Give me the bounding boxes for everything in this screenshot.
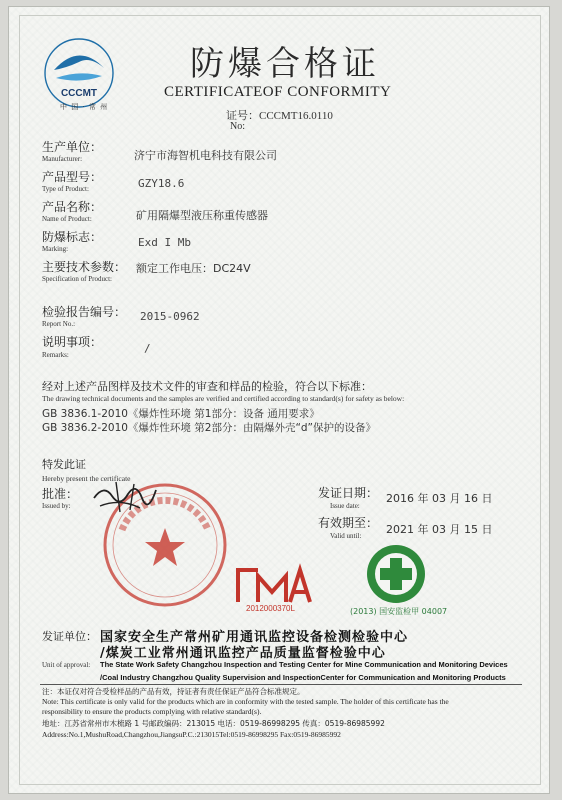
valid-until-value: 2021 年 03 月 15 日 <box>386 523 493 536</box>
valid-until-label: 有效期至： <box>318 516 379 530</box>
issue-date-value: 2016 年 03 月 16 日 <box>386 492 493 505</box>
signature-icon <box>90 476 160 516</box>
footer-divider <box>40 684 522 685</box>
marking-label-en: Marking: <box>42 245 69 253</box>
standard-2: GB 3836.2-2010《爆炸性环境 第2部分：由隔爆外壳“d”保护的设备》 <box>42 422 376 434</box>
unit-line2-cn: /煤炭工业常州通讯监控产品质量监督检验中心 <box>100 646 386 661</box>
remarks-value: / <box>144 342 151 355</box>
approve-label-en: Issued by: <box>42 502 71 510</box>
issue-date-label: 发证日期： <box>318 486 379 500</box>
verify-text-cn: 经对上述产品图样及技术文件的审查和样品的检验，符合以下标准： <box>42 380 372 393</box>
logo-text: CCCMT <box>60 88 98 99</box>
manufacturer-value: 济宁市海智机电科技有限公司 <box>134 149 277 162</box>
address-en: Address:No.1,MushuRoad,Changzhou,JiangsuP.C.:213015Tel:0519-86998295 Fax:0519-86985992 <box>42 730 341 739</box>
name-value: 矿用隔爆型液压称重传感器 <box>136 209 268 222</box>
approve-label: 批准： <box>42 487 79 501</box>
safety-mark-code: (2013) 国安监检甲 04007 <box>350 607 448 616</box>
logo-subtitle: 中 国 · 常 州 <box>60 103 109 111</box>
note-cn: 注：本证仅对符合受检样品的产品有效，持证者有责任保证产品符合标准规定。 <box>42 687 305 696</box>
present-text-cn: 特发此证 <box>42 458 86 471</box>
cma-mark-icon <box>232 562 316 610</box>
marking-value: Exd I Mb <box>138 236 191 249</box>
spec-value: 额定工作电压：DC24V <box>136 262 251 275</box>
cccmt-logo-icon <box>40 34 118 112</box>
verify-text-en: The drawing technical documents and the samples are verified and certified according to standard(s) for safety as below: <box>42 394 405 403</box>
note-en-line2: responsibility to ensure the products complying with relative standard(s). <box>42 707 262 716</box>
spec-label-en: Specification of Product: <box>42 275 112 283</box>
name-label: 产品名称： <box>42 200 103 214</box>
manufacturer-label-en: Manufacturer: <box>42 155 83 163</box>
unit-label: 发证单位： <box>42 630 97 643</box>
cert-number-en: No: <box>230 121 245 132</box>
title-en: CERTIFICATEOF CONFORMITY <box>164 84 392 100</box>
type-value: GZY18.6 <box>138 177 185 190</box>
unit-line1-en: The State Work Safety Changzhou Inspection and Testing Center for Mine Communication and Monitoring Devices <box>100 660 508 669</box>
unit-label-en: Unit of approval: <box>42 661 91 669</box>
manufacturer-label: 生产单位： <box>42 140 103 154</box>
unit-line2-en: /Coal Industry Changzhou Quality Supervision and InspectionCenter for Communication and Monitoring Products <box>100 673 506 682</box>
remarks-label: 说明事项： <box>42 335 103 349</box>
type-label-en: Type of Product: <box>42 185 89 193</box>
cert-number: 证号：CCCMT16.0110 <box>226 110 333 122</box>
marking-label: 防爆标志： <box>42 230 103 244</box>
address-cn: 地址：江苏省常州市木梳路 1 号邮政编码：213015 电话：0519-86998295 传真：0519-86985992 <box>42 719 385 728</box>
name-label-en: Name of Product: <box>42 215 92 223</box>
valid-until-label-en: Valid until: <box>330 532 362 540</box>
report-label-en: Report No.: <box>42 320 76 328</box>
report-value: 2015-0962 <box>140 310 200 323</box>
cma-code: 2012000370L <box>246 604 295 613</box>
note-en-line1: Note: This certificate is only valid for the products which are in conformity with the tested sample. The holder of this certificate has the <box>42 697 449 706</box>
safety-mark-icon <box>364 542 428 606</box>
title-cn: 防爆合格证 <box>190 44 380 84</box>
type-label: 产品型号： <box>42 170 103 184</box>
unit-line1-cn: 国家安全生产常州矿用通讯监控设备检测检验中心 <box>100 630 409 645</box>
present-text-en: Hereby present the certificate <box>42 474 131 483</box>
remarks-label-en: Remarks: <box>42 351 69 359</box>
standard-1: GB 3836.1-2010《爆炸性环境 第1部分：设备 通用要求》 <box>42 408 320 420</box>
spec-label: 主要技术参数： <box>42 260 127 274</box>
issue-date-label-en: Issue date: <box>330 502 360 510</box>
report-label: 检验报告编号： <box>42 305 127 319</box>
